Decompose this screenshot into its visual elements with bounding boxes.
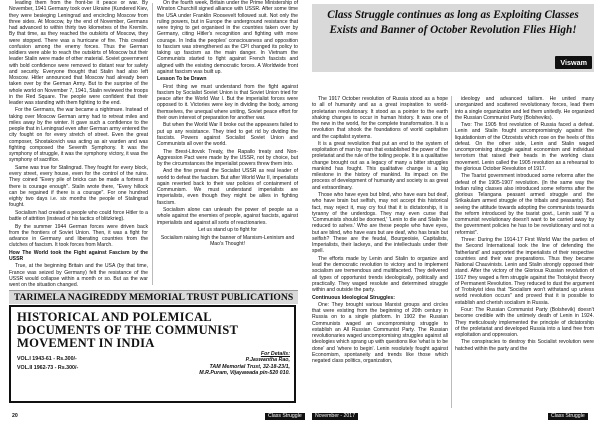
publication-advertisement — [9, 290, 298, 413]
ad-details-label: For Details: — [260, 351, 290, 357]
closing-line: Socialism raising high the banner of Marxism-Leninism and Mao's Thought! — [160, 234, 295, 247]
left-column-2 — [157, 0, 298, 248]
right-column-1 — [312, 96, 448, 366]
paragraph: First thing we must understand from the fight against fascism by Socialist Soviet Union is that Soviet Union tried for peace after the World War I. But the imperialist forces were opposed to it. Victories were key in dividing the body, among themselves, the unequal where uniting, Soviet peace effort for their own interest of preparation for another war. — [157, 83, 298, 121]
paragraph: On the fourth week, Britain under the Prime Ministership of Winston Churchill signed alliance with USSR. After some time the USA under Franklin Roosevelt followed suit. Not only the ruling powers, but in Europe the underground resistance that were trying to get organised in the countries taken over by Germany, citing Hitler's recognition and fighting with more courage. In India the peoples' consciousness and opposition to fascism was strengthened as the CPI changed its policy to taking up fascism as the main danger. In Vietnam the Communists started to fight against French fascists and aligned with the existing democratic forces. A Worldwide front against fascism was built up. — [157, 0, 298, 75]
right-column-2 — [455, 96, 594, 353]
paragraph: leading them from the front-be it peace or war. By November, 1941 Germany took over Ukraine (Kundered Kiev, they were besieging Leningrad and encircling Moscow from three sides. At Moscow, by the end of November, Germans had advanced to within thirty two kilometres of the Kremlin. By that time, as they reached the outskirts of Moscow, they were stopped. There was a hurricane of fire. This created confusion among the enemy forces. Thus the German soldiers were able to reach the outskirts of Moscow but their leader Stalin were made of other material. Soviet government with bold confidence were removed to distant rear for safety and security. Everyone thought that Stalin had also left Moscow. Hitler announced that Moscow had already been taken over by the German Army. But to the surprise of the whole world on November 7, 1941, Stalin reviewed the troops in the Red Square. The people were confident that their leader was standing with them fighting to the end. — [9, 0, 148, 106]
ad-volume-1: VOL.I 1943-61 - Rs.300/- — [17, 356, 77, 362]
paragraph: Socialism had created a people who could force Hitler to a battle of attrition (instead of his tactics of blitzkrieg). — [9, 209, 148, 223]
ad-contact-name: P.Jaswantha Rao, — [245, 357, 290, 364]
ad-volumes — [17, 355, 78, 373]
paragraph: Those who have eyes but blind, who have ears but deaf, who have brain but selfish, may not accept this historical fact, may reject it, may cry foul that it is dictatorship, it is tyranny of the underdogs. They may even curse that 'Communists should be doomed,' 'Lenin to die and Stalin be reduced to ashes.' Who are these people who have eyes, but are blind, who have ears but are deaf, who has brain but selfish? These are the feudal, Bourgeoisie, Capitalists, Imperialists, their lackeys, and the intellectuals under their spell. — [312, 192, 448, 255]
paragraph: And the fine prevail the Socialist USSR as real leader of world to defeat the fascism. But after World War II, imperialists again reverted back to their war policies of containment of Communism. We must understand imperialists are imperialists, even though they might be allies in fighting fascism. — [157, 168, 298, 206]
paragraph: Four: The Russian Communist Party (Bolshevik) doesn't become credible with the untimely death of Lenin in 1924. They meticulously implemented the principle of dictatorship of the proletariat and developed Russia into a land free from exploitation and oppression. — [455, 307, 594, 338]
paragraph: But when the World War II broke out the appeasers failed to put up any resistance. They tried to get rid by dividing the fascists. Powers against Socialist Soviet Union and Communists all over the world. — [157, 122, 298, 148]
column-divider — [451, 96, 452, 408]
paragraph: One: They brought various Marxist groups and circles that were existing from the beginning of 20th century in Russia on to a single platform. In 1902 the Russian Communists waged an uncompromising struggle to establish an All Russian Communist Party. The Russian revolutionaries waged uncompromising struggles against all ideologies which sprang up with questions like 'what is to be done' and 'where to begin'. Lenin resolutely fought against Economism, spontaneity and trends like those which negated class politics, organization, — [312, 301, 448, 365]
footer-date: November - 2017 — [312, 413, 358, 420]
ad-heading: HISTORICAL AND POLEMICAL DOCUMENTS OF THE COMMUNIST MOVEMENT IN INDIA — [17, 310, 238, 350]
page-number: 20 — [12, 413, 18, 419]
paragraph: Two: The 1905 first revolution of Russia faced a defeat. Lenin and Stalin fought uncompromisingly against the liquidationism of the Otzovists which rose on the heels of this defeat. On the other side, Lenin and Stalin waged uncompromising struggle against economism and individual terrorism that raised their heads in the working class movement. Lenin called the 1905 revolution as a rehearsal to the glorious October Revolution of 1917. — [455, 122, 594, 172]
ad-address-2: M.R.Puram, Vijayawada pin-520 010. — [199, 369, 290, 376]
paragraph: Socialism alone can unleash the power of people as a whole against the enemies of people, against fascists, against imperialists and against all sorts of reactionaries. — [157, 207, 298, 226]
section-heading: How The World took the Fight against Fascism by the USSR — [9, 249, 148, 262]
paragraph: ideology and advanced tailism. He united many unorganized and scattered revolutionary forces, lead them into a single organization and led them unitedly. He organized the Russian Communist Party (Bolsheviks). — [455, 96, 594, 121]
ad-box — [9, 305, 296, 403]
article-banner — [312, 4, 594, 72]
paragraph: The conspiracies to destroy this Socialist revolution were hatched within the party and the — [455, 339, 594, 352]
paragraph: True, at the beginning Britain and the USA (by that time, France was seized by Germany) felt the resistance of the USSR would collapse within a month or so. But as the war went on the situation changed. — [9, 263, 148, 289]
closing-line: Let us stand up to fight for — [198, 227, 257, 234]
paragraph: Three: During the 1914-17 First World War the parties of the Second International took the line of defending the 'fatherland' and supported the imperialists of their respective countries and their war preparations. Thus they became National Chauvinists. Lenin and Stalin strongly opposed their stand. After the victory of the Glorious Russian revolution of 1917 they waged a firm struggle against the Trotskyist theory of Permanent Revolution. They reduced to dust the argument of Trotskyist idea that "Socialism won't withstand up unless world revolution occurs" and proved that it is possible to establish and cherish socialism in Russia. — [455, 237, 594, 306]
paragraph: The efforts made by Lenin and Stalin to organize and lead the democratic revolution to victory and to implement socialism are tremendous and multifaceted. They delivered all types of opportunist trends ideologically, politically and practically. They waged resolute and determined struggle within and outside the party. — [312, 255, 448, 294]
ad-contact — [180, 351, 290, 376]
column-divider — [152, 3, 153, 285]
paragraph: By the summer 1944 German forces were driven back from the frontiers of Soviet Union. Then, it was a fight for advance in Germany and liberating countries from the clutches of fascism. It took forces from March. — [9, 223, 148, 249]
paragraph: The Tsarist government introduced some reforms after the defeat of the 1905-1907 revolution. (In the same way the Indian ruling classes also introduced some reforms after the glorious Telangana peasant armed struggle and the Srikakulam armed struggle of the tribals and peasants). But seeing the attitude towards adopting the communists towards the reform introduced by the tsarist govt., Lenin said "if a communist revolutionary doesn't want to be carried away by the government policies he has to be revolutionary and not a reformist". — [455, 173, 594, 236]
paragraph: The 1917 October revolution of Russia stood as a hope to all of humanity and as a great inspiration to world-proletarian revolutionary. It stood as a pointer to the earth shaking changes to occur in human history. It was one of the new in the world, for the complete transformation. It is a revolution that shook the foundations of world capitalism and the capitalist systems. — [312, 96, 448, 140]
paragraph: The Brest-Litovsk Treaty, the Rapallo treaty and Non-Aggression Pact were made by the USSR, not by choice, but by the circumstances the imperialist powers threw them into. — [157, 148, 298, 167]
section-heading: Continuous Ideological Struggles: — [312, 294, 395, 301]
paragraph: Same was true for Stalingrad. They fought for every block, every street, every house, even for the control of the ruins. They coined "Every pile of bricks can be made a fortress if there is courage enough". Stalin wrote there, "Every hillock can be regained if there is a courage". For one hundred eighty two days i.e. six months the people of Stalingrad fought. — [9, 164, 148, 209]
left-column-1 — [9, 0, 148, 289]
footer-magazine-name: Class Struggle — [265, 413, 305, 420]
ad-volume-2: VOL.II 1962-73 - Rs.300/- — [17, 365, 79, 371]
section-heading: Lesson To be Drawn — [157, 76, 207, 83]
ad-org-title: TARIMELA NAGIREDDY MEMORIAL TRUST PUBLICATIONS — [9, 290, 298, 304]
footer-magazine-name: Class Struggle — [548, 413, 588, 420]
author-badge: Viswam — [555, 56, 592, 69]
paragraph: For the Germans, the war became a nightmare. Instead of taking over Moscow German army had to retreat miles and miles away by the winter. It gave such a confidence to the people that in Leningrad even after German army entered the city fought on for every stretch of street. Even the great composer, Shostakovich was acting as air warden and was fighting composed the Seventh Symphony. It was the symphony of struggle, it was the symphony victory, it was the symphony of sacrifice. — [9, 107, 148, 164]
paragraph: It is a great revolution that put an end to the system of exploitation of man by man that established the power of the proletariat and the rule of the toiling people. It is a qualitative change brought out as a legacy of many a bitter struggles mankind has fought. This qualitative change is a big milestone in the history of mankind. Its impact on the process of development of humanity and society is as great and extraordinary. — [312, 140, 448, 191]
ad-address-1: TAM Memorial Trust, 32-18-23/1, — [209, 363, 290, 370]
article-title: Class Struggle continues as long as Exploiting Classes Exists and Banner of October Revolution Flies High! — [327, 9, 579, 36]
